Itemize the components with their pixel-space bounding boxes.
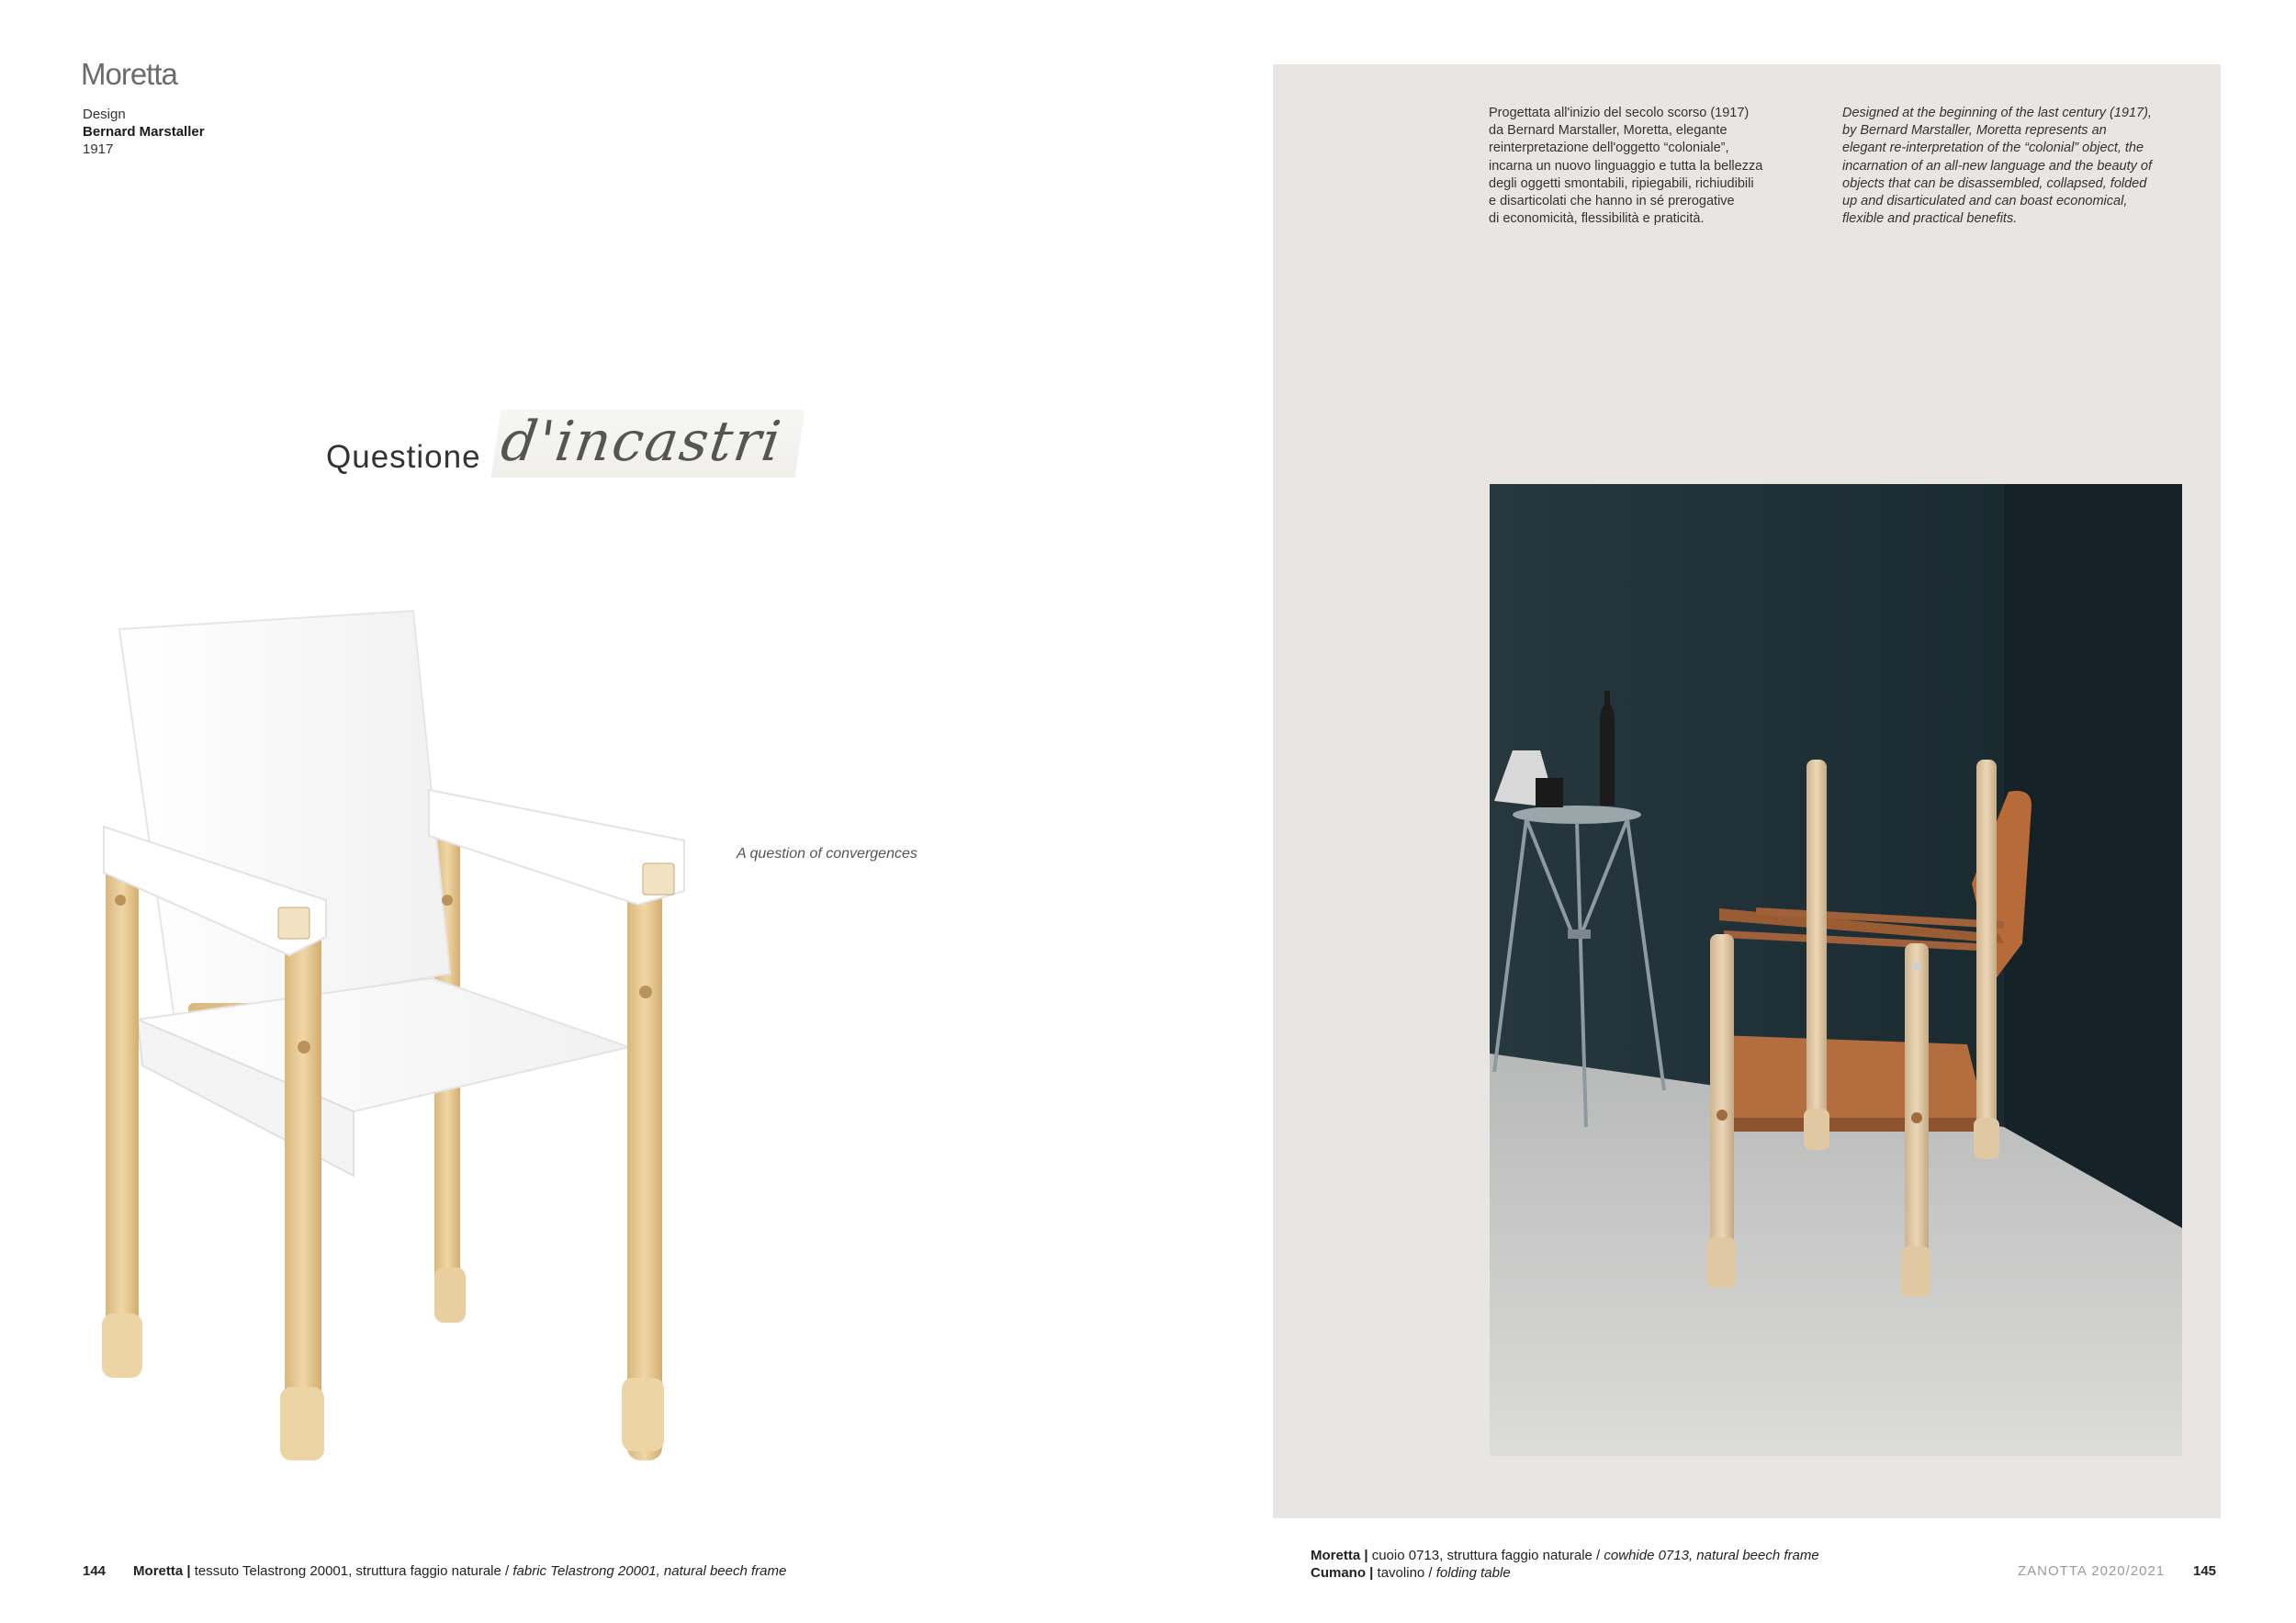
caption-product-name: Moretta — [1311, 1548, 1361, 1563]
design-credits — [83, 106, 205, 158]
text-line: di economicità, flessibilità e praticità. — [1489, 211, 1705, 227]
caption-product-name: Cumano — [1311, 1565, 1366, 1581]
footer-caption-left — [83, 1563, 786, 1579]
text-line: reinterpretazione dell'oggetto “coloniale”, — [1489, 141, 1729, 156]
text-line: degli oggetti smontabili, ripiegabili, richiudibili — [1489, 175, 1754, 191]
caption-product-name: Moretta — [133, 1563, 184, 1579]
caption-description-english: fabric Telastrong 20001, natural beech frame — [512, 1563, 787, 1579]
caption-description-english: cowhide 0713, natural beech frame — [1604, 1548, 1819, 1563]
caption-separator: | — [183, 1563, 195, 1579]
footer-captions-right — [1311, 1547, 1819, 1582]
headline-plain: Questione — [326, 439, 481, 475]
designer-name: Bernard Marstaller — [83, 124, 205, 140]
headline — [326, 402, 799, 485]
text-line: da Bernard Marstaller, Moretta, elegante — [1489, 123, 1728, 139]
brand-catalog-year: ZANOTTA 2020/2021 — [2018, 1563, 2166, 1579]
text-line: elegant re-interpretation of the “colonial” object, the — [1842, 141, 2144, 156]
text-line: incarna un nuovo linguaggio e tutta la bellezza — [1489, 158, 1763, 174]
caption-line — [1311, 1564, 1819, 1582]
headline-script: d'incastri — [490, 410, 804, 478]
text-line: Progettata all'inizio del secolo scorso (1917) — [1489, 106, 1750, 120]
caption-description-italian: cuoio 0713, struttura faggio naturale / — [1371, 1548, 1604, 1563]
body-text-english — [1842, 105, 2191, 228]
caption-line — [1311, 1547, 1819, 1564]
caption-separator: | — [1360, 1548, 1372, 1563]
page-number-left: 144 — [83, 1563, 107, 1579]
product-title: Moretta — [81, 57, 177, 91]
body-text-italian — [1489, 105, 1792, 228]
text-line: incarnation of an all-new language and the beauty of — [1842, 158, 2152, 174]
text-line: flexible and practical benefits. — [1842, 211, 2018, 227]
page-number-right: 145 — [2193, 1563, 2217, 1579]
moretta-leather-chair-photo — [1490, 484, 2182, 1456]
design-year: 1917 — [83, 141, 114, 157]
caption-description-italian: tessuto Telastrong 20001, struttura faggio naturale / — [194, 1563, 513, 1579]
moretta-white-chair-image — [87, 588, 730, 1470]
text-line: objects that can be disassembled, collapsed, folded — [1842, 175, 2147, 191]
subtitle-english: A question of convergences — [737, 846, 917, 862]
design-label: Design — [83, 107, 126, 122]
text-line: Designed at the beginning of the last century (1917), — [1842, 106, 2152, 120]
caption-separator: | — [1366, 1565, 1378, 1581]
text-line: e disarticolati che hanno in sé prerogative — [1489, 194, 1735, 209]
text-line: up and disarticulated and can boast economical, — [1842, 194, 2128, 209]
text-line: by Bernard Marstaller, Moretta represents an — [1842, 123, 2107, 139]
caption-description-english: folding table — [1435, 1565, 1511, 1581]
caption-description-italian: tavolino / — [1377, 1565, 1436, 1581]
